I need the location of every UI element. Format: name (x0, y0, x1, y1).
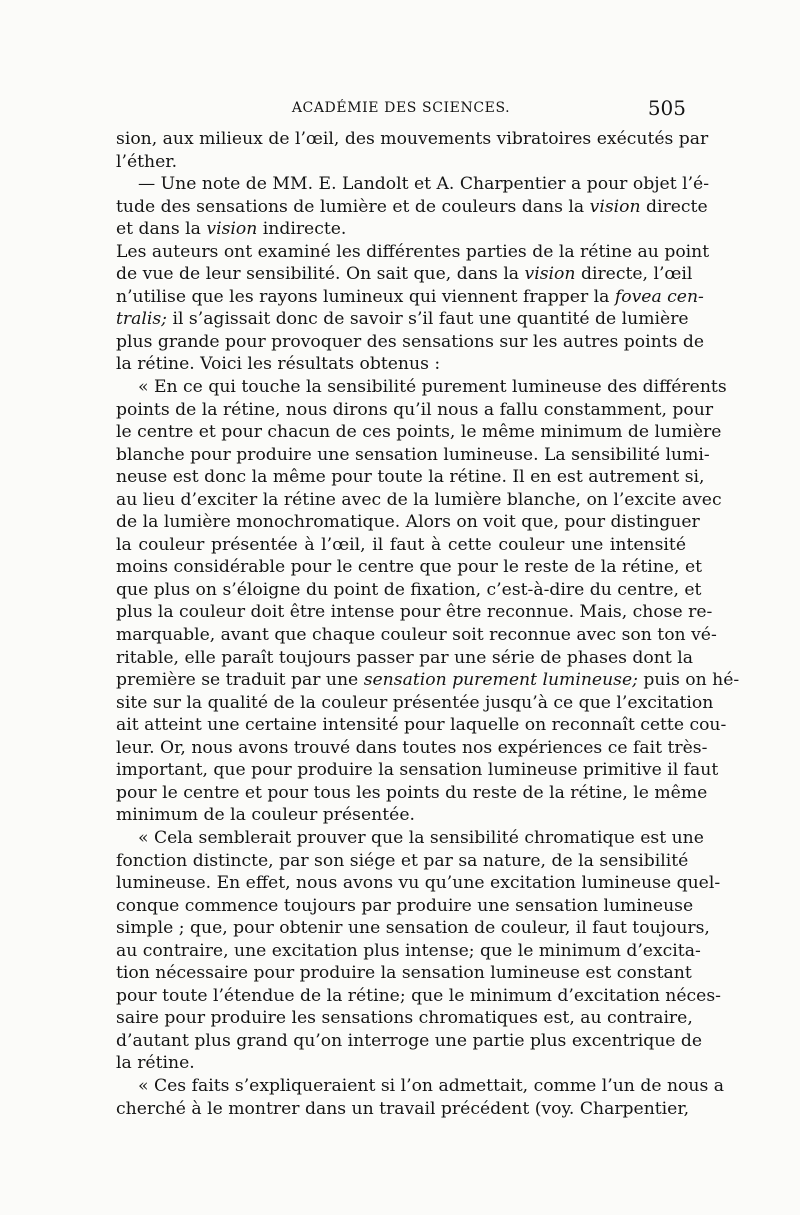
text-line: moins considérable pour le centre que pour le reste de la rétine, et (116, 557, 703, 578)
text-line: tion nécessaire pour produire la sensation lumineuse est constant (116, 963, 692, 984)
text-line: « En ce qui touche la sensibilité purement lumineuse des différents (138, 377, 727, 398)
text-line: de vue de leur sensibilité. On sait que, dans la vision directe, l’œil (116, 264, 693, 285)
text-line: au contraire, une excitation plus intense; que le minimum d’excita- (116, 940, 701, 961)
text-line: fonction distincte, par son siége et par sa nature, de la sensibilité (116, 850, 689, 871)
running-header (116, 96, 686, 124)
text-line: pour le centre et pour tous les points du reste de la rétine, le même (116, 782, 708, 803)
text-line: tude des sensations de lumière et de couleurs dans la vision directe (116, 196, 708, 217)
text-line: conque commence toujours par produire une sensation lumineuse (116, 895, 694, 916)
document-page (116, 96, 740, 1120)
text-line: l’éther. (116, 151, 178, 172)
text-line: cherché à le montrer dans un travail précédent (voy. Charpentier, (116, 1098, 690, 1119)
text-line: lumineuse. En effet, nous avons vu qu’une excitation lumineuse quel- (116, 873, 721, 894)
text-line: pour toute l’étendue de la rétine; que le minimum d’excitation néces- (116, 985, 721, 1006)
text-line: tralis; il s’agissait donc de savoir s’il faut une quantité de lumière (116, 309, 689, 330)
paragraph (116, 1075, 724, 1120)
text-line: blanche pour produire une sensation lumineuse. La sensibilité lumi- (116, 444, 710, 465)
text-line: et dans la vision indirecte. (116, 219, 347, 240)
text-line: important, que pour produire la sensation lumineuse primitive il faut (116, 760, 719, 781)
page-number: 505 (647, 96, 686, 120)
text-line: de la lumière monochromatique. Alors on voit que, pour distinguer (116, 512, 700, 533)
text-line: site sur la qualité de la couleur présentée jusqu’à ce que l’excitation (116, 692, 714, 713)
text-line: que plus on s’éloigne du point de fixation, c’est-à-dire du centre, et (116, 579, 702, 600)
body-text (116, 128, 740, 1120)
text-line: minimum de la couleur présentée. (116, 805, 415, 826)
text-line: le centre et pour chacun de ces points, le même minimum de lumière (116, 422, 722, 443)
paragraph (116, 241, 710, 376)
text-line: la rétine. (116, 1053, 195, 1074)
text-line: — Une note de MM. E. Landolt et A. Charpentier a pour objet l’é- (138, 174, 710, 195)
text-line: n’utilise que les rayons lumineux qui viennent frapper la fovea cen- (116, 286, 704, 307)
text-line: plus la couleur doit être intense pour être reconnue. Mais, chose re- (116, 602, 713, 623)
text-line: ritable, elle paraît toujours passer par une série de phases dont la (116, 647, 693, 668)
text-line: marquable, avant que chaque couleur soit reconnue avec son ton vé- (116, 625, 717, 646)
text-line: points de la rétine, nous dirons qu’il nous a fallu constamment, pour (116, 399, 714, 420)
paragraph (116, 173, 710, 241)
text-line: d’autant plus grand qu’on interroge une partie plus excentrique de (116, 1030, 703, 1051)
paragraph (116, 376, 740, 827)
text-line: première se traduit par une sensation purement lumineuse; puis on hé- (116, 670, 740, 691)
text-line: la couleur présentée à l’œil, il faut à cette couleur une intensité (116, 534, 686, 555)
text-line: sion, aux milieux de l’œil, des mouvements vibratoires exécutés par (116, 129, 709, 149)
text-line: la rétine. Voici les résultats obtenus : (116, 354, 441, 375)
text-line: ait atteint une certaine intensité pour laquelle on reconnaît cette cou- (116, 715, 727, 736)
paragraph (116, 128, 709, 173)
text-line: neuse est donc la même pour toute la rétine. Il en est autrement si, (116, 467, 705, 488)
paragraph (116, 827, 721, 1075)
running-title: ACADÉMIE DES SCIENCES. (291, 100, 511, 116)
text-line: leur. Or, nous avons trouvé dans toutes nos expériences ce fait très- (116, 737, 708, 758)
text-line: « Cela semblerait prouver que la sensibilité chromatique est une (138, 827, 704, 848)
text-line: Les auteurs ont examiné les différentes parties de la rétine au point (116, 241, 710, 262)
text-line: « Ces faits s’expliqueraient si l’on admettait, comme l’un de nous a (138, 1075, 724, 1096)
text-line: simple ; que, pour obtenir une sensation de couleur, il faut toujours, (116, 918, 710, 939)
text-line: plus grande pour provoquer des sensations sur les autres points de (116, 331, 705, 352)
text-line: saire pour produire les sensations chromatiques est, au contraire, (116, 1008, 693, 1029)
text-line: au lieu d’exciter la rétine avec de la lumière blanche, on l’excite avec (116, 489, 722, 510)
